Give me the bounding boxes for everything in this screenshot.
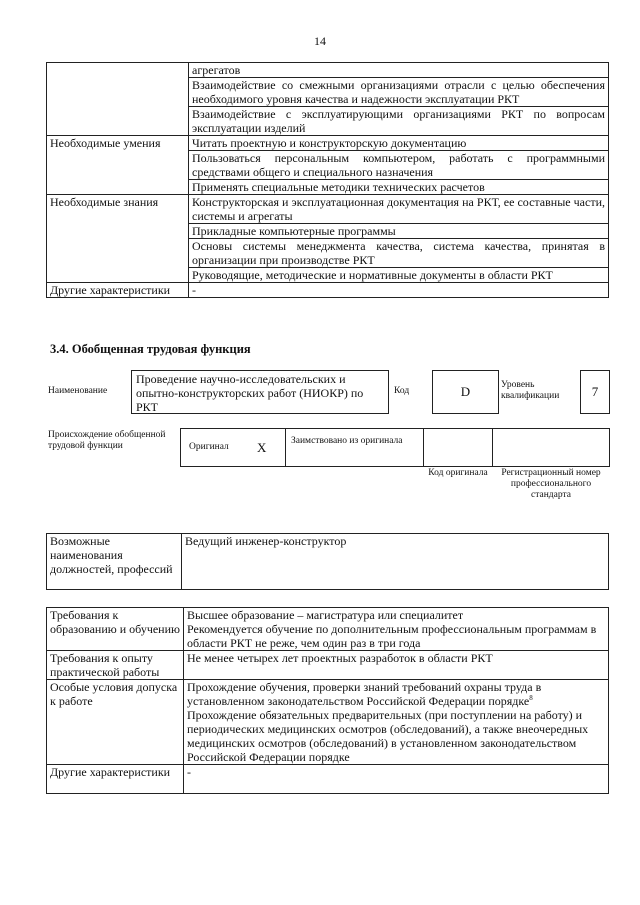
cell: Применять специальные методики технических расчетов [189,180,609,195]
table-row [47,765,609,794]
table-row [47,195,609,224]
cell: Конструкторская и эксплуатационная документация на РКТ, ее составные части, системы и агрегаты [189,195,609,224]
cell: Взаимодействие с эксплуатирующими организациями РКТ по вопросам эксплуатации изделий [189,107,609,136]
cell: Взаимодействие со смежными организациями отрасли с целью обеспечения необходимого уровня качества и надежности эксплуатации РКТ [189,78,609,107]
row-label: Требования к опыту практической работы [47,651,184,680]
table-row [47,680,609,765]
cell-line: Рекомендуется обучение по дополнительным профессиональным программам в области РКТ не реже, чем один раз в три года [187,622,597,650]
cell: Читать проектную и конструкторскую документацию [189,136,609,151]
origin-label: Происхождение обобщенной трудовой функции [48,430,166,451]
row-label: Необходимые знания [47,195,189,283]
cell: Руководящие, методические и нормативные документы в области РКТ [189,268,609,283]
name-value: Проведение научно-исследовательских и опытно-конструкторских работ (НИОКР) по РКТ [136,372,364,414]
table-row [47,534,609,590]
original-mark: X [257,440,267,455]
cell: Прикладные компьютерные программы [189,224,609,239]
cell-line: Высшее образование – магистратура или специалитет [187,608,464,622]
page-number: 14 [314,34,326,48]
borrowed-label: Заимствовано из оригинала [291,436,403,446]
row-label [47,63,189,136]
cell-line: Прохождение обязательных предварительных (при поступлении на работу) и периодических медицинских осмотров (обследований), а также внеочередных медицинских осмотров (обследований) в установленном законодательством Российской Федерации порядке [187,708,589,764]
cell-text: Прохождение обучения, проверки знаний требований охраны труда в установленном законодательством Российской Федерации порядке [187,680,542,708]
positions-label: Возможные наименования должностей, профессий [47,534,182,590]
row-label: Другие характеристики [47,765,184,794]
cell: Не менее четырех лет проектных разработок в области РКТ [184,651,609,680]
divider [492,429,493,466]
positions-value: Ведущий инженер-конструктор [182,534,609,590]
divider [423,429,424,466]
original-label: Оригинал [189,442,229,452]
cell: агрегатов [189,63,609,78]
divider [285,429,286,466]
skills-knowledge-table [46,62,609,298]
cell: Основы системы менеджмента качества, система качества, принятая в организации при производстве РКТ [189,239,609,268]
level-value: 7 [591,384,599,399]
row-label: Другие характеристики [47,283,189,298]
code-original-caption: Код оригинала [428,468,488,478]
footnote-mark: 8 [529,694,533,702]
table-row [47,651,609,680]
reg-number-caption: Регистрационный номер профессионального стандарта [501,468,601,500]
row-label: Необходимые умения [47,136,189,195]
cell [184,608,609,651]
positions-table [46,533,609,590]
table-row [47,63,609,78]
row-label: Особые условия допуска к работе [47,680,184,765]
section-heading: 3.4. Обобщенная трудовая функция [50,342,251,356]
cell: - [189,283,609,298]
table-row [47,283,609,298]
cell: Пользоваться персональным компьютером, работать с программными средствами общего и специального назначения [189,151,609,180]
requirements-table [46,607,609,794]
origin-box [180,428,610,467]
code-label: Код [394,386,410,396]
row-label: Требования к образованию и обучению [47,608,184,651]
table-row [47,608,609,651]
code-value: D [460,384,471,399]
table-row [47,136,609,151]
cell: - [184,765,609,794]
level-label: Уровень квалификации [501,380,560,401]
cell-line [187,680,605,708]
name-value-box [131,370,389,414]
code-box [432,370,499,414]
level-box [580,370,610,414]
cell [184,680,609,765]
name-label: Наименование [48,386,108,396]
